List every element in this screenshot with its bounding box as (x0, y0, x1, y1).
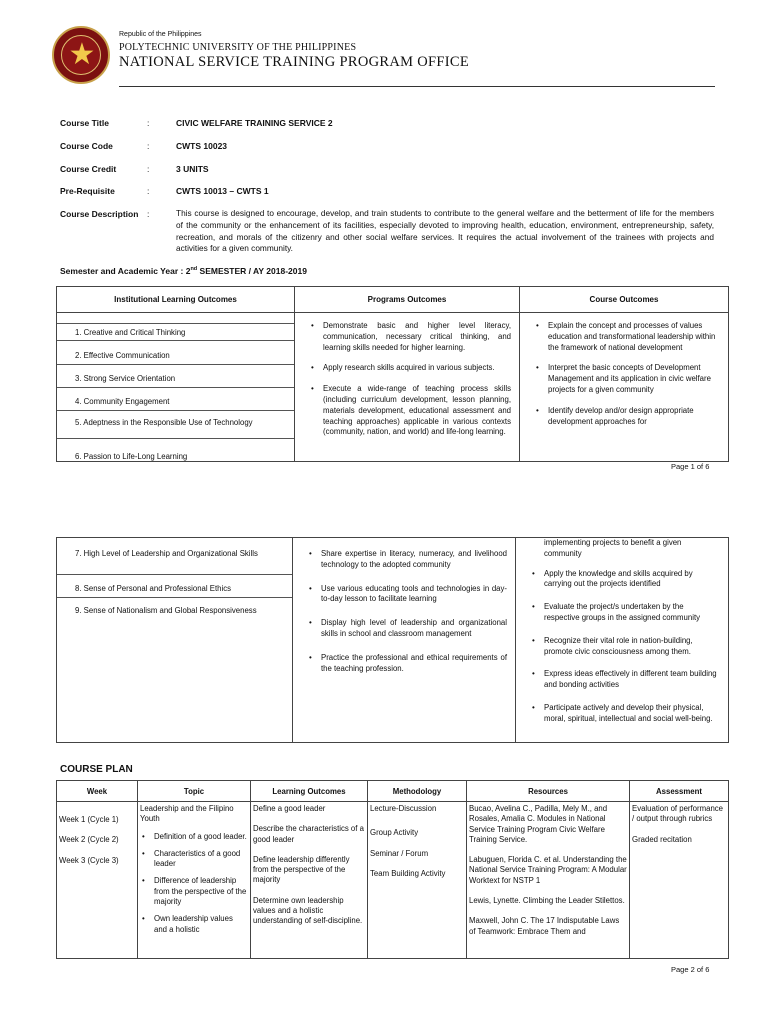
list-item: • Share expertise in literacy, numeracy, and livelihood technology to the adopted community (293, 549, 507, 571)
ilo-item: 5. Adeptness in the Responsible Use of Technology (75, 418, 253, 427)
list-item: • Difference of leadership from the perspective of the majority (140, 876, 248, 907)
page-number: Page 2 of 6 (671, 965, 710, 974)
method-item: Seminar / Forum (370, 848, 429, 858)
assessment-item: Evaluation of performance / output through rubrics (632, 804, 724, 824)
semester-value: SEMESTER / AY 2018-2019 (197, 266, 307, 276)
learning-outcomes-header: Learning Outcomes (251, 781, 368, 802)
resource-item: Labuguen, Florida C. et al. Understanding the National Service Training Program: A Modular Worktext for NSTP 1 (469, 855, 627, 885)
list-item: • Practice the professional and ethical requirements of the teaching profession. (293, 653, 507, 675)
topic-intro: Leadership and the Filipino Youth (140, 804, 234, 824)
ilo-item: 7. High Level of Leadership and Organizational Skills (75, 549, 258, 558)
colon: : (147, 209, 150, 219)
page-number: Page 1 of 6 (671, 462, 710, 471)
topic-header: Topic (138, 781, 251, 802)
list-item: • Apply research skills acquired in various subjects. (295, 363, 511, 374)
semester-suffix: nd (190, 266, 198, 273)
row-divider (57, 410, 294, 411)
seal-inner-ring (61, 35, 101, 75)
list-item: • Characteristics of a good leader (140, 849, 248, 870)
course-description-label: Course Description (60, 209, 139, 219)
course-plan-table (56, 780, 729, 959)
outcomes-table (56, 286, 729, 462)
method-item: Team Building Activity (370, 868, 446, 878)
po-header: Programs Outcomes (295, 287, 520, 313)
ilo-item: 8. Sense of Personal and Professional Ethics (75, 584, 232, 593)
week-header: Week (57, 781, 138, 802)
topic-list (140, 832, 248, 935)
row-divider (57, 387, 294, 388)
colon: : (147, 118, 150, 128)
ilo-list (57, 313, 294, 461)
resources-header: Resources (467, 781, 630, 802)
assessment-item: Graded recitation (632, 834, 692, 844)
topic-cell (138, 802, 251, 959)
header-divider (119, 86, 715, 87)
method-item: Group Activity (370, 828, 419, 838)
po-cell (295, 313, 520, 462)
row-divider (57, 438, 294, 439)
list-item: • Own leadership values and a holistic (140, 914, 248, 935)
university-name: POLYTECHNIC UNIVERSITY OF THE PHILIPPINES (119, 42, 357, 53)
semester-label: Semester and Academic Year : (60, 266, 184, 276)
university-seal (52, 26, 110, 84)
list-item: • Display high level of leadership and organizational skills in school and classroom management (293, 618, 507, 640)
ilo-header: Institutional Learning Outcomes (57, 287, 295, 313)
list-item: • Explain the concept and processes of values education and transformational leadership within the framework of national development (520, 321, 720, 353)
star-icon: ★ (68, 37, 96, 72)
list-item: • Execute a wide-range of teaching process skills (including curriculum development, lesson planning, materials development, educational assessment and teaching approaches) applicable in various contexts (community, nation, and world) and life-long learning. (295, 384, 511, 438)
list-item: • Express ideas effectively in different team building and bonding activities (516, 669, 720, 691)
week-item: Week 2 (Cycle 2) (59, 835, 119, 845)
colon: : (147, 164, 150, 174)
prerequisite-value: CWTS 10013 – CWTS 1 (176, 186, 269, 196)
outcomes-table-continued (56, 537, 729, 743)
list-item: • Evaluate the project/s undertaken by the respective groups in the assigned community (516, 602, 720, 624)
row-divider (57, 364, 294, 365)
resource-item: Maxwell, John C. The 17 Indisputable Laws of Teamwork: Embrace Them and (469, 916, 620, 936)
course-code-label: Course Code (60, 141, 113, 151)
po-list (295, 321, 519, 438)
resource-item: Lewis, Lynette. Climbing the Leader Stilettos. (469, 896, 625, 906)
ilo-item: 2. Effective Communication (75, 351, 170, 360)
po-list (293, 549, 515, 674)
resources-cell (467, 802, 630, 959)
course-credit-label: Course Credit (60, 164, 117, 174)
co-list (520, 321, 728, 427)
co-continued-text: implementing projects to benefit a given community (544, 538, 682, 558)
semester-line (60, 266, 307, 276)
course-title-value: CIVIC WELFARE TRAINING SERVICE 2 (176, 118, 333, 128)
outcome-item: Define a good leader (253, 804, 326, 813)
ilo-item: 9. Sense of Nationalism and Global Responsiveness (75, 606, 257, 615)
list-item: • Use various educating tools and technologies in day-to-day lesson to facilitate learning (293, 584, 507, 606)
row-divider (57, 597, 292, 598)
ilo-item: 1. Creative and Critical Thinking (75, 328, 186, 337)
methodology-cell (368, 802, 467, 959)
co-header: Course Outcomes (520, 287, 729, 313)
prerequisite-label: Pre-Requisite (60, 186, 115, 196)
course-code-value: CWTS 10023 (176, 141, 228, 151)
row-divider (57, 323, 294, 324)
row-divider (57, 340, 294, 341)
co-cell (516, 538, 729, 743)
list-item: • Interpret the basic concepts of Development Management and its application in civic welfare projects for a given community (520, 363, 720, 395)
course-title-label: Course Title (60, 118, 109, 128)
assessment-header: Assessment (630, 781, 729, 802)
office-name: NATIONAL SERVICE TRAINING PROGRAM OFFICE (119, 54, 469, 70)
po-cell (293, 538, 516, 743)
list-item: • Definition of a good leader. (140, 832, 248, 842)
list-item: • Identify develop and/or design appropriate development approaches for (520, 406, 720, 428)
resource-item: Bucao, Avelina C., Padilla, Mely M., and Rosales, Amalia C. Modules in National Service Training Program Civic Welfare Training Service. (469, 804, 608, 844)
semester-number: 2 (185, 266, 191, 276)
list-item: • Participate actively and develop their physical, moral, spiritual, intellectual and social well-being. (516, 703, 720, 725)
outcome-item: Determine own leadership values and a holistic understanding of self-discipline. (253, 895, 363, 926)
list-item: • Recognize their vital role in nation-building, promote civic consciousness among them. (516, 636, 720, 658)
ilo-item: 3. Strong Service Orientation (75, 374, 176, 383)
colon: : (147, 141, 150, 151)
republic-text: Republic of the Philippines (119, 31, 202, 38)
list-item: • Apply the knowledge and skills acquired by carrying out the projects identified (516, 569, 720, 591)
outcome-item: Describe the characteristics of a good leader (253, 824, 364, 844)
course-plan-title: COURSE PLAN (60, 764, 133, 775)
learning-outcomes-cell (251, 802, 368, 959)
colon: : (147, 186, 150, 196)
ilo-item: 6. Passion to Life-Long Learning (75, 452, 188, 461)
co-list (516, 569, 728, 725)
course-credit-value: 3 UNITS (176, 164, 209, 174)
methodology-header: Methodology (368, 781, 467, 802)
assessment-cell (630, 802, 729, 959)
course-description-text: This course is designed to encourage, develop, and train students to contribute to the general welfare and the betterment of life for the members of the community or the enhancement of its facilities, especially devoted to improving health, education, environment, entrepreneurship, safety, recreation, and morals of the citizenry and other social welfare services. It requires the actual involvement of the trainees with projects and activities for a given community. (176, 208, 714, 254)
ilo-cell (57, 538, 293, 743)
week-cell (57, 802, 138, 959)
list-item: • Demonstrate basic and higher level literacy, communication, necessary critical thinking, and learning skills needed for higher learning. (295, 321, 511, 353)
ilo-item: 4. Community Engagement (75, 397, 170, 406)
co-cell (520, 313, 729, 462)
method-item: Lecture-Discussion (370, 804, 437, 813)
outcome-item: Define leadership differently from the perspective of the majority (253, 854, 350, 885)
ilo-cell (57, 313, 295, 462)
week-item: Week 3 (Cycle 3) (59, 855, 119, 865)
row-divider (57, 574, 292, 575)
week-item: Week 1 (Cycle 1) (59, 815, 119, 824)
